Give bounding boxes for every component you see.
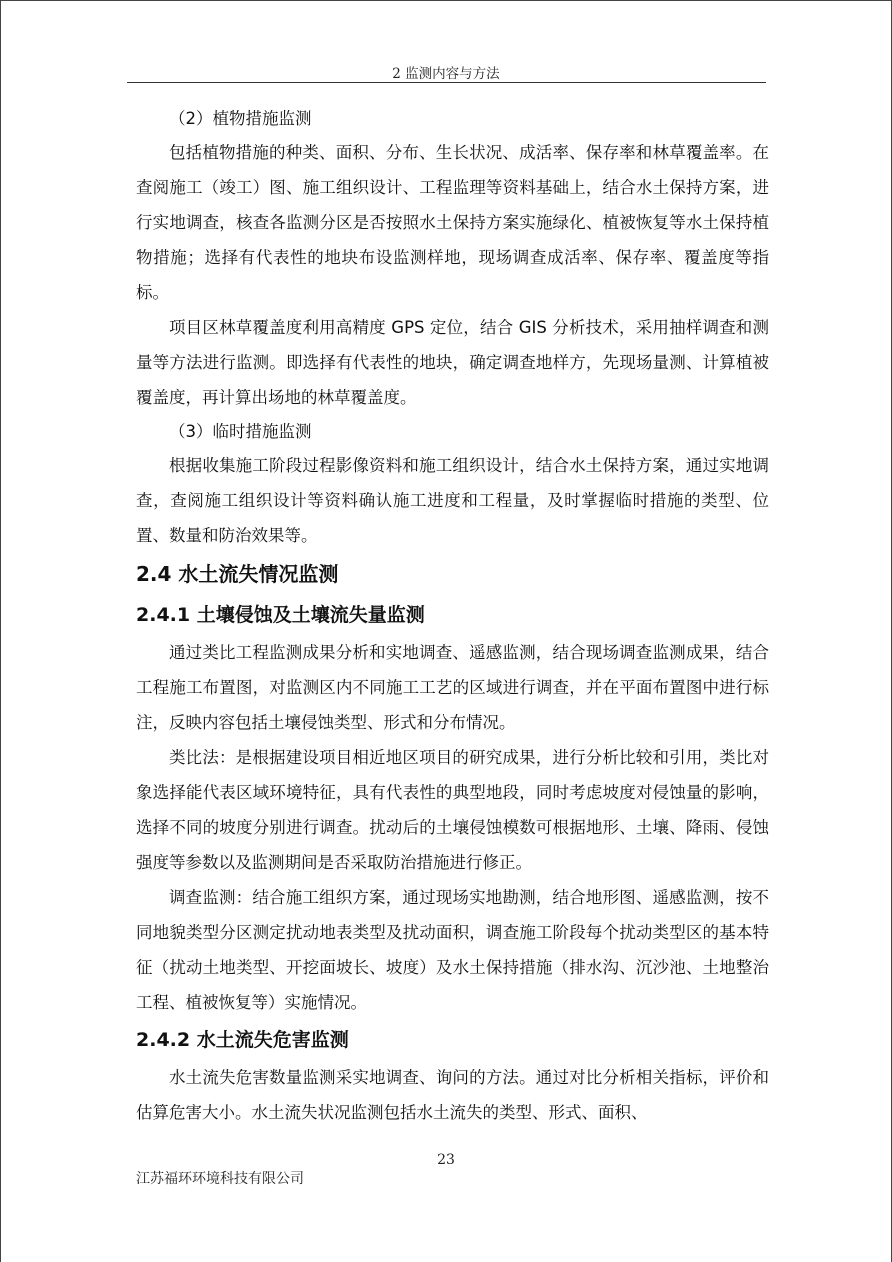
paragraph: 项目区林草覆盖度利用高精度 GPS 定位，结合 GIS 分析技术，采用抽样调查和测量等方法进行监测。即选择有代表性的地块，确定调查地样方，先现场量测、计算植被覆盖度，再计算出场地的林草覆盖度。 [136,318,769,407]
section-heading-2-4: 2.4 水土流失情况监测 [136,562,339,586]
running-header: 2 监测内容与方法 [392,66,500,82]
paragraph: 包括植物措施的种类、面积、分布、生长状况、成活率、保存率和林草覆盖率。在查阅施工（竣工）图、施工组织设计、工程监理等资料基础上，结合水土保持方案，进行实地调查，核查各监测分区是否按照水土保持方案实施绿化、植被恢复等水土保持植物措施；选择有代表性的地块布设监测样地，现场调查成活率、保存率、覆盖度等指标。 [136,143,769,302]
subsection-title-temp-measures: （3）临时措施监测 [169,422,312,441]
page-frame-top [0,0,892,1]
page-frame-left [0,0,1,1262]
paragraph: 水土流失危害数量监测采实地调查、询问的方法。通过对比分析相关指标，评价和估算危害大小。水土流失状况监测包括水土流失的类型、形式、面积、 [136,1068,769,1122]
paragraph: 调查监测：结合施工组织方案，通过现场实地勘测，结合地形图、遥感监测，按不同地貌类型分区测定扰动地表类型及扰动面积，调查施工阶段每个扰动类型区的基本特征（扰动土地类型、开挖面坡长、坡度）及水土保持措施（排水沟、沉沙池、土地整治工程、植被恢复等）实施情况。 [136,888,769,1012]
section-heading-2-4-1: 2.4.1 土壤侵蚀及土壤流失量监测 [136,604,425,626]
section-heading-2-4-2: 2.4.2 水土流失危害监测 [136,1029,349,1051]
header-rule [127,82,766,83]
subsection-title-plant-measures: （2）植物措施监测 [169,109,312,128]
page-body [136,102,769,1130]
paragraph: 通过类比工程监测成果分析和实地调查、遥感监测，结合现场调查监测成果，结合工程施工布置图，对监测区内不同施工工艺的区域进行调查，并在平面布置图中进行标注，反映内容包括土壤侵蚀类型、形式和分布情况。 [136,643,769,732]
footer-company-name: 江苏福环环境科技有限公司 [136,1171,304,1187]
paragraph: 类比法：是根据建设项目相近地区项目的研究成果，进行分析比较和引用，类比对象选择能代表区域环境特征，具有代表性的典型地段，同时考虑坡度对侵蚀量的影响，选择不同的坡度分别进行调查。扰动后的土壤侵蚀模数可根据地形、土壤、降雨、侵蚀强度等参数以及监测期间是否采取防治措施进行修正。 [136,748,769,872]
page-number: 23 [437,1152,455,1168]
paragraph: 根据收集施工阶段过程影像资料和施工组织设计，结合水土保持方案，通过实地调查，查阅施工组织设计等资料确认施工进度和工程量，及时掌握临时措施的类型、位置、数量和防治效果等。 [136,456,769,545]
